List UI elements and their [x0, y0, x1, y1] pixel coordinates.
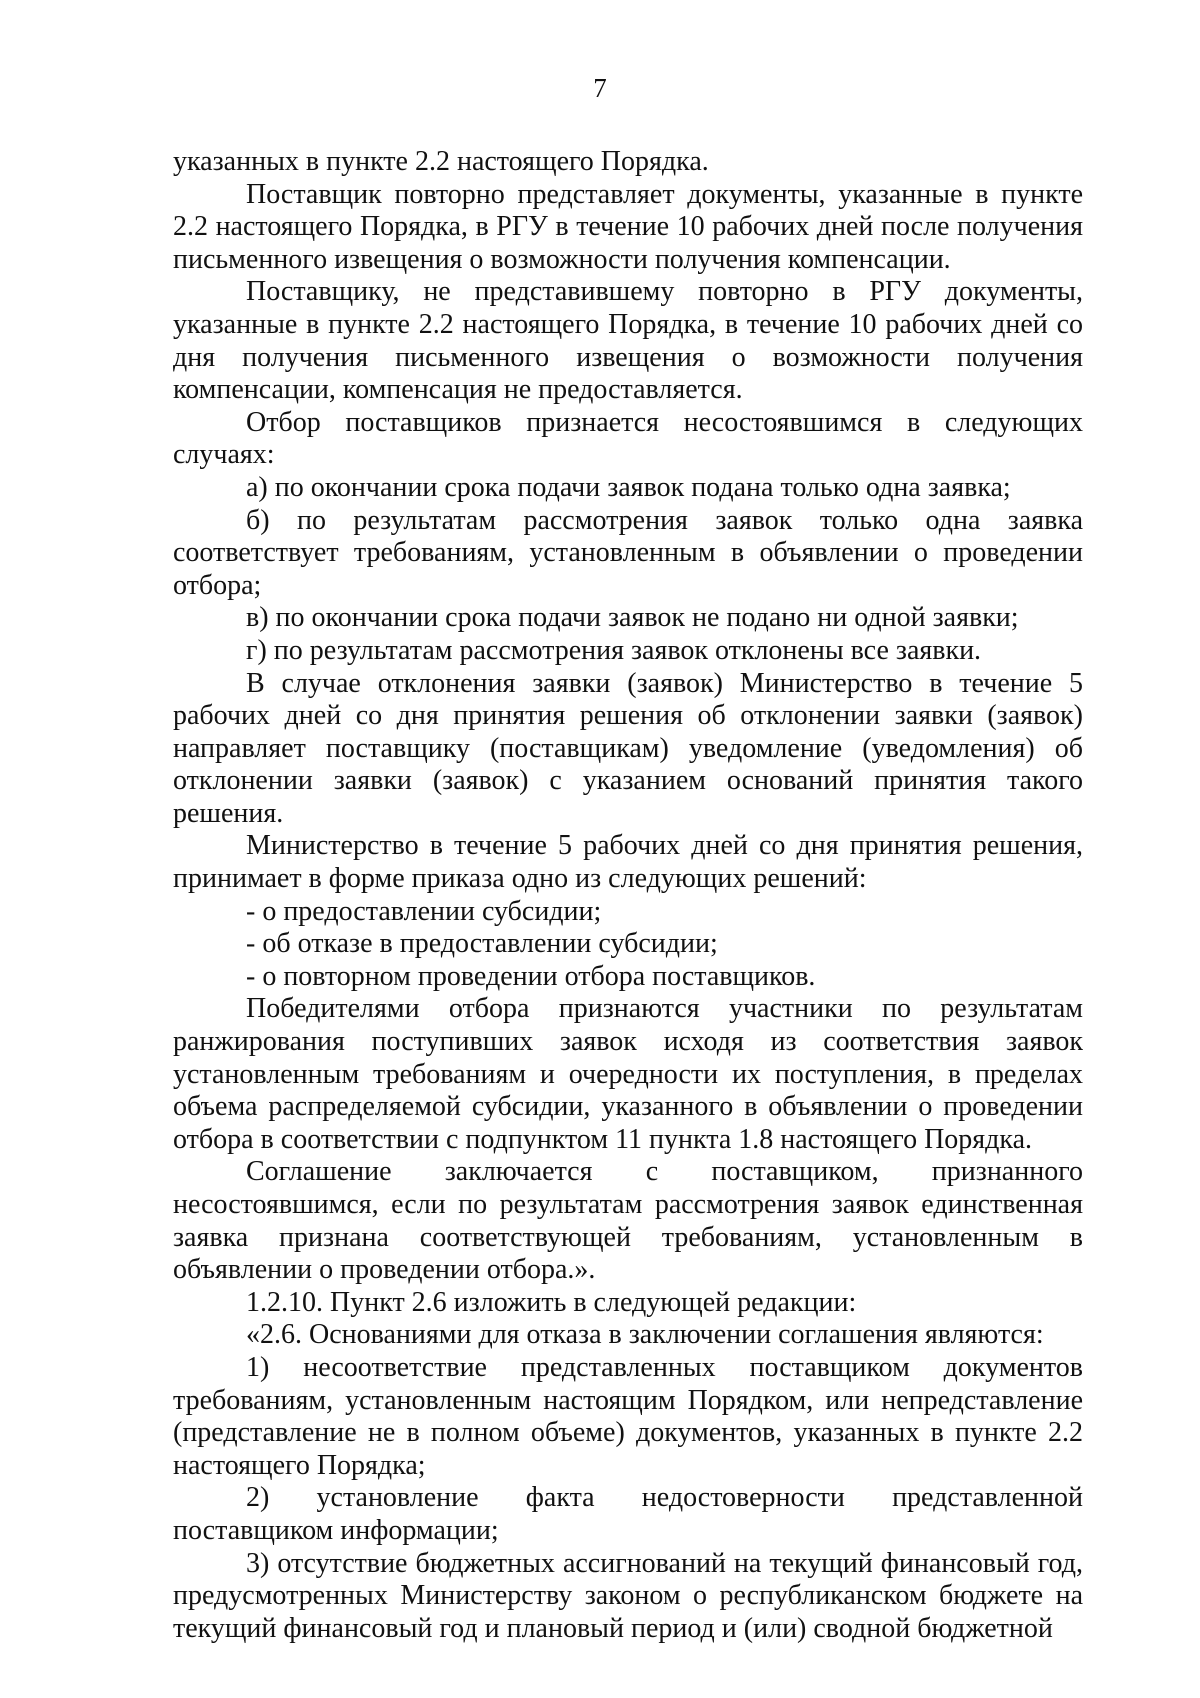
list-item: в) по окончании срока подачи заявок не подано ни одной заявки; — [246, 602, 1019, 634]
list-item: г) по результатам рассмотрения заявок отклонены все заявки. — [246, 634, 982, 666]
list-item: 1) несоответствие представленных поставщиком документов требованиям, установленным настоящим Порядком, или непредставление (представление не в полном объеме) документов, указанных в пункте 2.2 настоящего Порядка; — [173, 1351, 1083, 1481]
list-item: 2) установление факта недостоверности представленной поставщиком информации; — [173, 1482, 1083, 1546]
list-item: 3) отсутствие бюджетных ассигнований на текущий финансовый год, предусмотренных Министерству законом о республиканском бюджете на текущий финансовый год и плановый период и (или) сводной бюджетной — [173, 1547, 1083, 1644]
paragraph: В случае отклонения заявки (заявок) Министерство в течение 5 рабочих дней со дня принятия решения об отклонении заявки (заявок) направляет поставщику (поставщикам) уведомление (уведомления) об отклонении заявки (заявок) с указанием оснований принятия такого решения. — [173, 667, 1083, 829]
list-item: - о повторном проведении отбора поставщиков. — [246, 960, 816, 992]
list-item: - об отказе в предоставлении субсидии; — [246, 928, 718, 960]
paragraph: Поставщик повторно представляет документы, указанные в пункте 2.2 настоящего Порядка, в РГУ в течение 10 рабочих дней после получения письменного извещения о возможности получения компенсации. — [173, 178, 1083, 275]
paragraph: «2.6. Основаниями для отказа в заключении соглашения являются: — [246, 1319, 1044, 1351]
list-item: а) по окончании срока подачи заявок подана только одна заявка; — [246, 471, 1011, 503]
paragraph: указанных в пункте 2.2 настоящего Порядка. — [173, 146, 709, 177]
paragraph: 1.2.10. Пункт 2.6 изложить в следующей редакции: — [246, 1286, 857, 1318]
list-item: - о предоставлении субсидии; — [246, 895, 602, 927]
paragraph: Поставщику, не представившему повторно в РГУ документы, указанные в пункте 2.2 настоящего Порядка, в течение 10 рабочих дней со дня получения письменного извещения о возможности получения компенсации, компенсация не предоставляется. — [173, 276, 1083, 406]
document-body — [173, 146, 1083, 1645]
paragraph: Соглашение заключается с поставщиком, признанного несостоявшимся, если по результатам рассмотрения заявок единственная заявка признана соответствующей требованиям, установленным в объявлении о проведении отбора.». — [173, 1156, 1083, 1286]
paragraph: Отбор поставщиков признается несостоявшимся в следующих случаях: — [173, 406, 1083, 471]
list-item: б) по результатам рассмотрения заявок только одна заявка соответствует требованиям, установленным в объявлении о проведении отбора; — [173, 504, 1083, 601]
paragraph: Победителями отбора признаются участники по результатам ранжирования поступивших заявок исходя из соответствия заявок установленным требованиям и очередности их поступления, в пределах объема распределяемой субсидии, указанного в объявлении о проведении отбора в соответствии с подпунктом 11 пункта 1.8 настоящего Порядка. — [173, 993, 1083, 1155]
paragraph: Министерство в течение 5 рабочих дней со дня принятия решения, принимает в форме приказа одно из следующих решений: — [173, 830, 1083, 895]
page-number: 7 — [593, 73, 607, 103]
